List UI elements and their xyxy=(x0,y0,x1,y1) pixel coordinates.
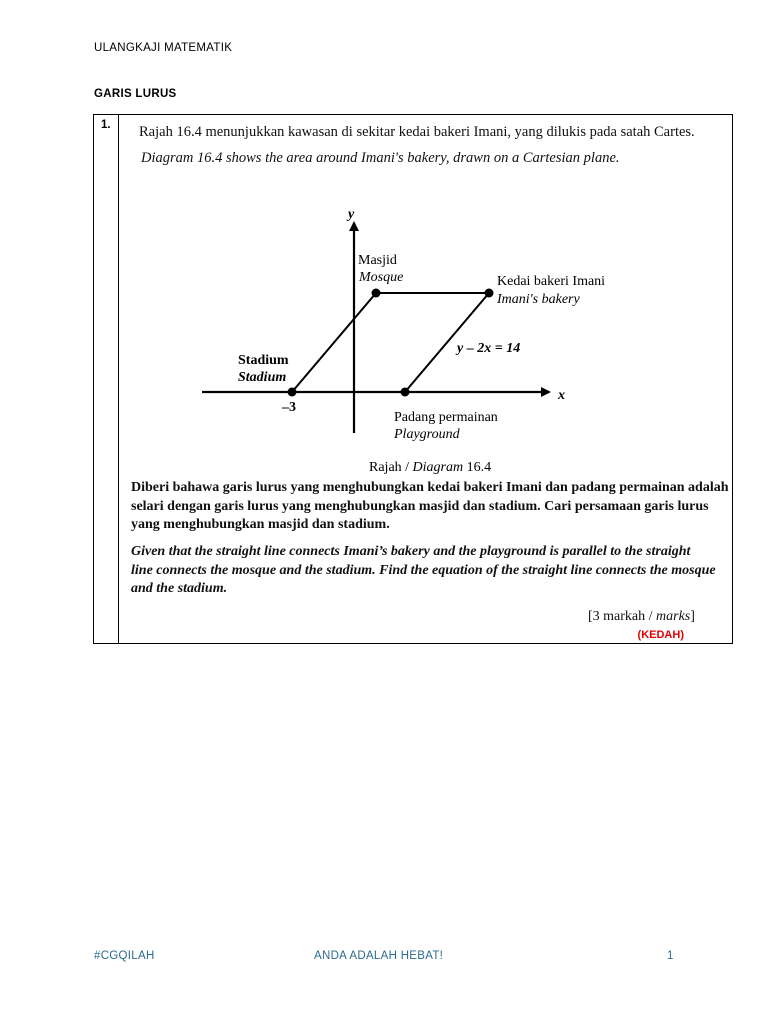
bakery-label-en: Imani's bakery xyxy=(497,292,580,307)
page-number: 1 xyxy=(667,950,674,962)
x-axis-label: x xyxy=(558,388,565,403)
section-title: GARIS LURUS xyxy=(94,88,177,100)
mosque-point xyxy=(372,289,381,298)
stadium-label-en: Stadium xyxy=(238,370,287,385)
intro-malay: Rajah 16.4 menunjukkan kawasan di sekitar kedai bakeri Imani, yang dilukis pada satah Cartes. xyxy=(139,124,695,140)
mosque-label-en: Mosque xyxy=(359,270,404,285)
playground-point xyxy=(401,388,410,397)
footer-motto: ANDA ADALAH HEBAT! xyxy=(314,950,444,962)
body-malay-line-2: selari dengan garis lurus yang menghubungkan masjid dan stadium. Cari persamaan garis lurus xyxy=(131,499,709,514)
stadium-label-ms: Stadium xyxy=(238,353,289,368)
mosque-label-ms: Masjid xyxy=(358,253,397,268)
intro-english: Diagram 16.4 shows the area around Imani's bakery, drawn on a Cartesian plane. xyxy=(141,150,620,166)
cartesian-diagram xyxy=(94,115,734,485)
stadium-point xyxy=(288,388,297,397)
source-label: (KEDAH) xyxy=(637,629,684,641)
playground-label-en: Playground xyxy=(394,427,460,442)
body-english-line-3: and the stadium. xyxy=(131,581,228,596)
line-equation-label: y – 2x = 14 xyxy=(457,341,521,356)
diagram-caption: Rajah / Diagram 16.4 xyxy=(369,460,492,475)
playground-label-ms: Padang permainan xyxy=(394,410,498,425)
body-malay-line-3: yang menghubungkan masjid dan stadium. xyxy=(131,517,390,532)
bakery-label-ms: Kedai bakeri Imani xyxy=(497,274,606,289)
stadium-x-label: –3 xyxy=(282,400,296,415)
question-number: 1. xyxy=(101,119,111,131)
marks-label: [3 markah / marks] xyxy=(588,609,695,624)
y-axis-label: y xyxy=(348,207,355,222)
header-title: ULANGKAJI MATEMATIK xyxy=(94,42,233,54)
question-table xyxy=(93,114,733,644)
body-english-line-1: Given that the straight line connects Imani’s bakery and the playground is parallel to the straight xyxy=(131,544,691,559)
bakery-point xyxy=(485,289,494,298)
body-english-line-2: line connects the mosque and the stadium. Find the equation of the straight line connects the mosque xyxy=(131,563,716,578)
stadium-mosque-line xyxy=(292,293,376,392)
body-malay-line-1: Diberi bahawa garis lurus yang menghubungkan kedai bakeri Imani dan padang permainan adalah xyxy=(131,480,729,495)
footer-hashtag: #CGQILAH xyxy=(94,950,155,962)
